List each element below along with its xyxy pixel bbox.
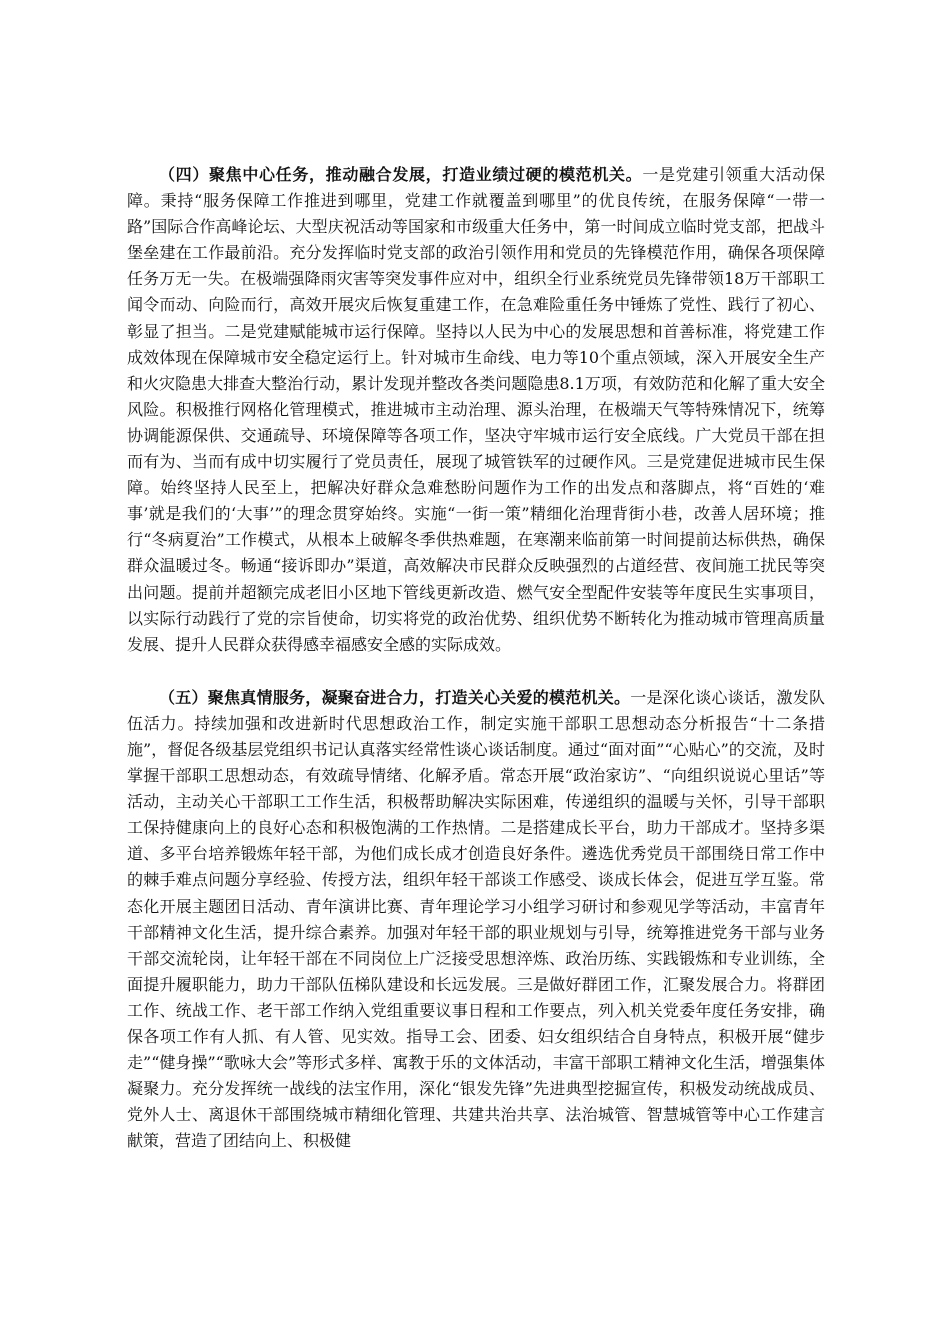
paragraph-text: 一是党建引领重大活动保障。秉持“服务保障工作推进到哪里，党建工作就覆盖到哪里”的优良传统，在服务保障“一带一路”国际合作高峰论坛、大型庆祝活动等国家和市级重大任务中，第一时间成立临时党支部，把战斗堡垒建在工作最前沿。充分发挥临时党支部的政治引领作用和党员的先锋模范作用，确保各项保障任务万无一失。在极端强降雨灾害等突发事件应对中，组织全行业系统党员先锋带领18万干部职工闻令而动、向险而行，高效开展灾后恢复重建工作，在急难险重任务中锤炼了党性、践行了初心、彰显了担当。二是党建赋能城市运行保障。坚持以人民为中心的发展思想和首善标准，将党建工作成效体现在保障城市安全稳定运行上。针对城市生命线、电力等10个重点领域，深入开展安全生产和火灾隐患大排查大整治行动，累计发现并整改各类问题隐患8.1万项，有效防范和化解了重大安全风险。积极推行网格化管理模式，推进城市主动治理、源头治理，在极端天气等特殊情况下，统筹协调能源保供、交通疏导、环境保障等各项工作，坚决守牢城市运行安全底线。广大党员干部在担而有为、当而有成中切实履行了党员责任，展现了城管铁军的过硬作风。三是党建促进城市民生保障。始终坚持人民至上，把解决好群众急难愁盼问题作为工作的出发点和落脚点，将“百姓的‘难事’就是我们的‘大事’”的理念贯穿始终。实施“一街一策”精细化治理背街小巷，改善人居环境；推行“冬病夏治”工作模式，从根本上破解冬季供热难题，在寒潮来临前第一时间提前达标供热，确保群众温暖过冬。畅通“接诉即办”渠道，高效解决市民群众反映强烈的占道经营、夜间施工扰民等突出问题。提前并超额完成老旧小区地下管线更新改造、燃气安全型配件安装等年度民生实事项目，以实际行动践行了党的宗旨使命，切实将党的政治优势、组织优势不断转化为推动城市管理高质量发展、提升人民群众获得感幸福感安全感的实际成效。 [127,165,825,654]
paragraph-heading: （四）聚焦中心任务，推动融合发展，打造业绩过硬的模范机关。 [159,165,643,184]
paragraph-text: 一是深化谈心谈话，激发队伍活力。持续加强和改进新时代思想政治工作，制定实施干部职工思想动态分析报告“十二条措施”，督促各级基层党组织书记认真落实经常性谈心谈话制度。通过“面对面”“心贴心”的交流，及时掌握干部职工思想动态，有效疏导情绪、化解矛盾。常态开展“政治家访”、“向组织说说心里话”等活动，主动关心干部职工工作生活，积极帮助解决实际困难，传递组织的温暖与关怀，引导干部职工保持健康向上的良好心态和积极饱满的工作热情。二是搭建成长平台，助力干部成才。坚持多渠道、多平台培养锻炼年轻干部，为他们成长成才创造良好条件。遴选优秀党员干部围绕日常工作中的棘手难点问题分享经验、传授方法，组织年轻干部谈工作感受、谈成长体会，促进互学互鉴。常态化开展主题团日活动、青年演讲比赛、青年理论学习小组学习研讨和参观见学等活动，丰富青年干部精神文化生活，提升综合素养。加强对年轻干部的职业规划与引导，统筹推进党务干部与业务干部交流轮岗，让年轻干部在不同岗位上广泛接受思想淬炼、政治历练、实践锻炼和专业训练，全面提升履职能力，助力干部队伍梯队建设和长远发展。三是做好群团工作，汇聚发展合力。将群团工作、统战工作、老干部工作纳入党组重要议事日程和工作要点，列入机关党委年度任务安排，确保各项工作有人抓、有人管、见实效。指导工会、团委、妇女组织结合自身特点，积极开展“健步走”“健身操”“歌咏大会”等形式多样、寓教于乐的文体活动，丰富干部职工精神文化生活，增强集体凝聚力。充分发挥统一战线的法宝作用，深化“银发先锋”先进典型挖掘宣传，积极发动统战成员、党外人士、离退休干部围绕城市精细化管理、共建共治共享、法治城管、智慧城管等中心工作建言献策，营造了团结向上、积极健 [127,687,825,1151]
paragraph-section-4 [127,162,825,658]
paragraph-section-5 [127,685,825,1155]
document-body [127,162,825,1154]
paragraph-heading: （五）聚焦真情服务，凝聚奋进合力，打造关心关爱的模范机关。 [159,687,631,707]
